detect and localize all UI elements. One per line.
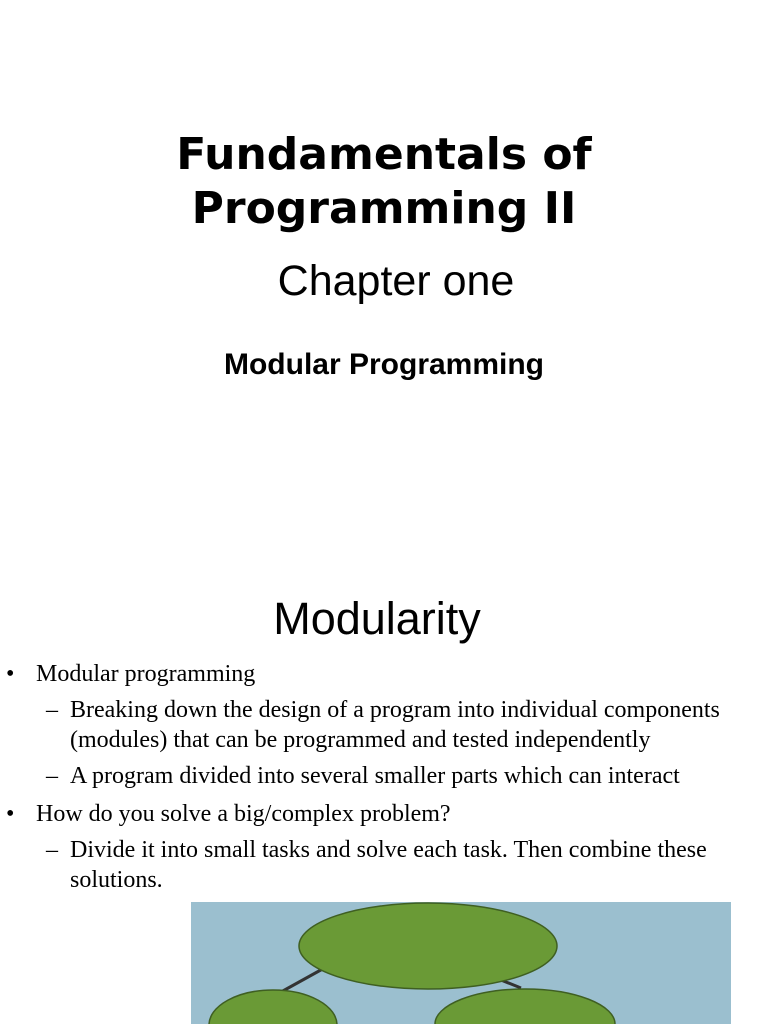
bullet-item	[0, 659, 768, 791]
root-module-node	[299, 903, 557, 989]
sub-bullet-text: Breaking down the design of a program into individual components (modules) that can be programmed and tested independently	[70, 697, 720, 753]
module-hierarchy-diagram	[191, 902, 731, 1024]
sub-bullet-item	[36, 695, 748, 755]
sub-bullet-list	[36, 695, 768, 791]
sub-bullet-list	[36, 835, 768, 895]
bullet-marker: •	[6, 661, 15, 687]
modularity-slide	[0, 576, 768, 1024]
bullet-text: How do you solve a big/complex problem?	[36, 801, 451, 827]
slide-title: Modularity	[273, 593, 481, 644]
module-hierarchy-svg	[191, 902, 731, 1024]
course-title-line-2: Programming II	[191, 183, 577, 234]
sub-bullet-text: Divide it into small tasks and solve each task. Then combine these solutions.	[70, 837, 707, 893]
bullet-item	[0, 799, 768, 895]
chapter-heading: Chapter one	[277, 257, 515, 305]
dash-marker: –	[46, 697, 58, 723]
course-title-line-1: Fundamentals of	[176, 129, 592, 180]
bullet-marker: •	[6, 801, 15, 827]
bullet-list	[0, 659, 768, 903]
sub-bullet-text: A program divided into several smaller parts which can interact	[70, 763, 680, 789]
sub-bullet-item	[36, 761, 748, 791]
chapter-subtitle: Modular Programming	[223, 348, 545, 381]
dash-marker: –	[46, 763, 58, 789]
sub-bullet-item	[36, 835, 768, 895]
dash-marker: –	[46, 837, 58, 863]
course-title	[0, 128, 768, 236]
bullet-text: Modular programming	[36, 661, 256, 687]
